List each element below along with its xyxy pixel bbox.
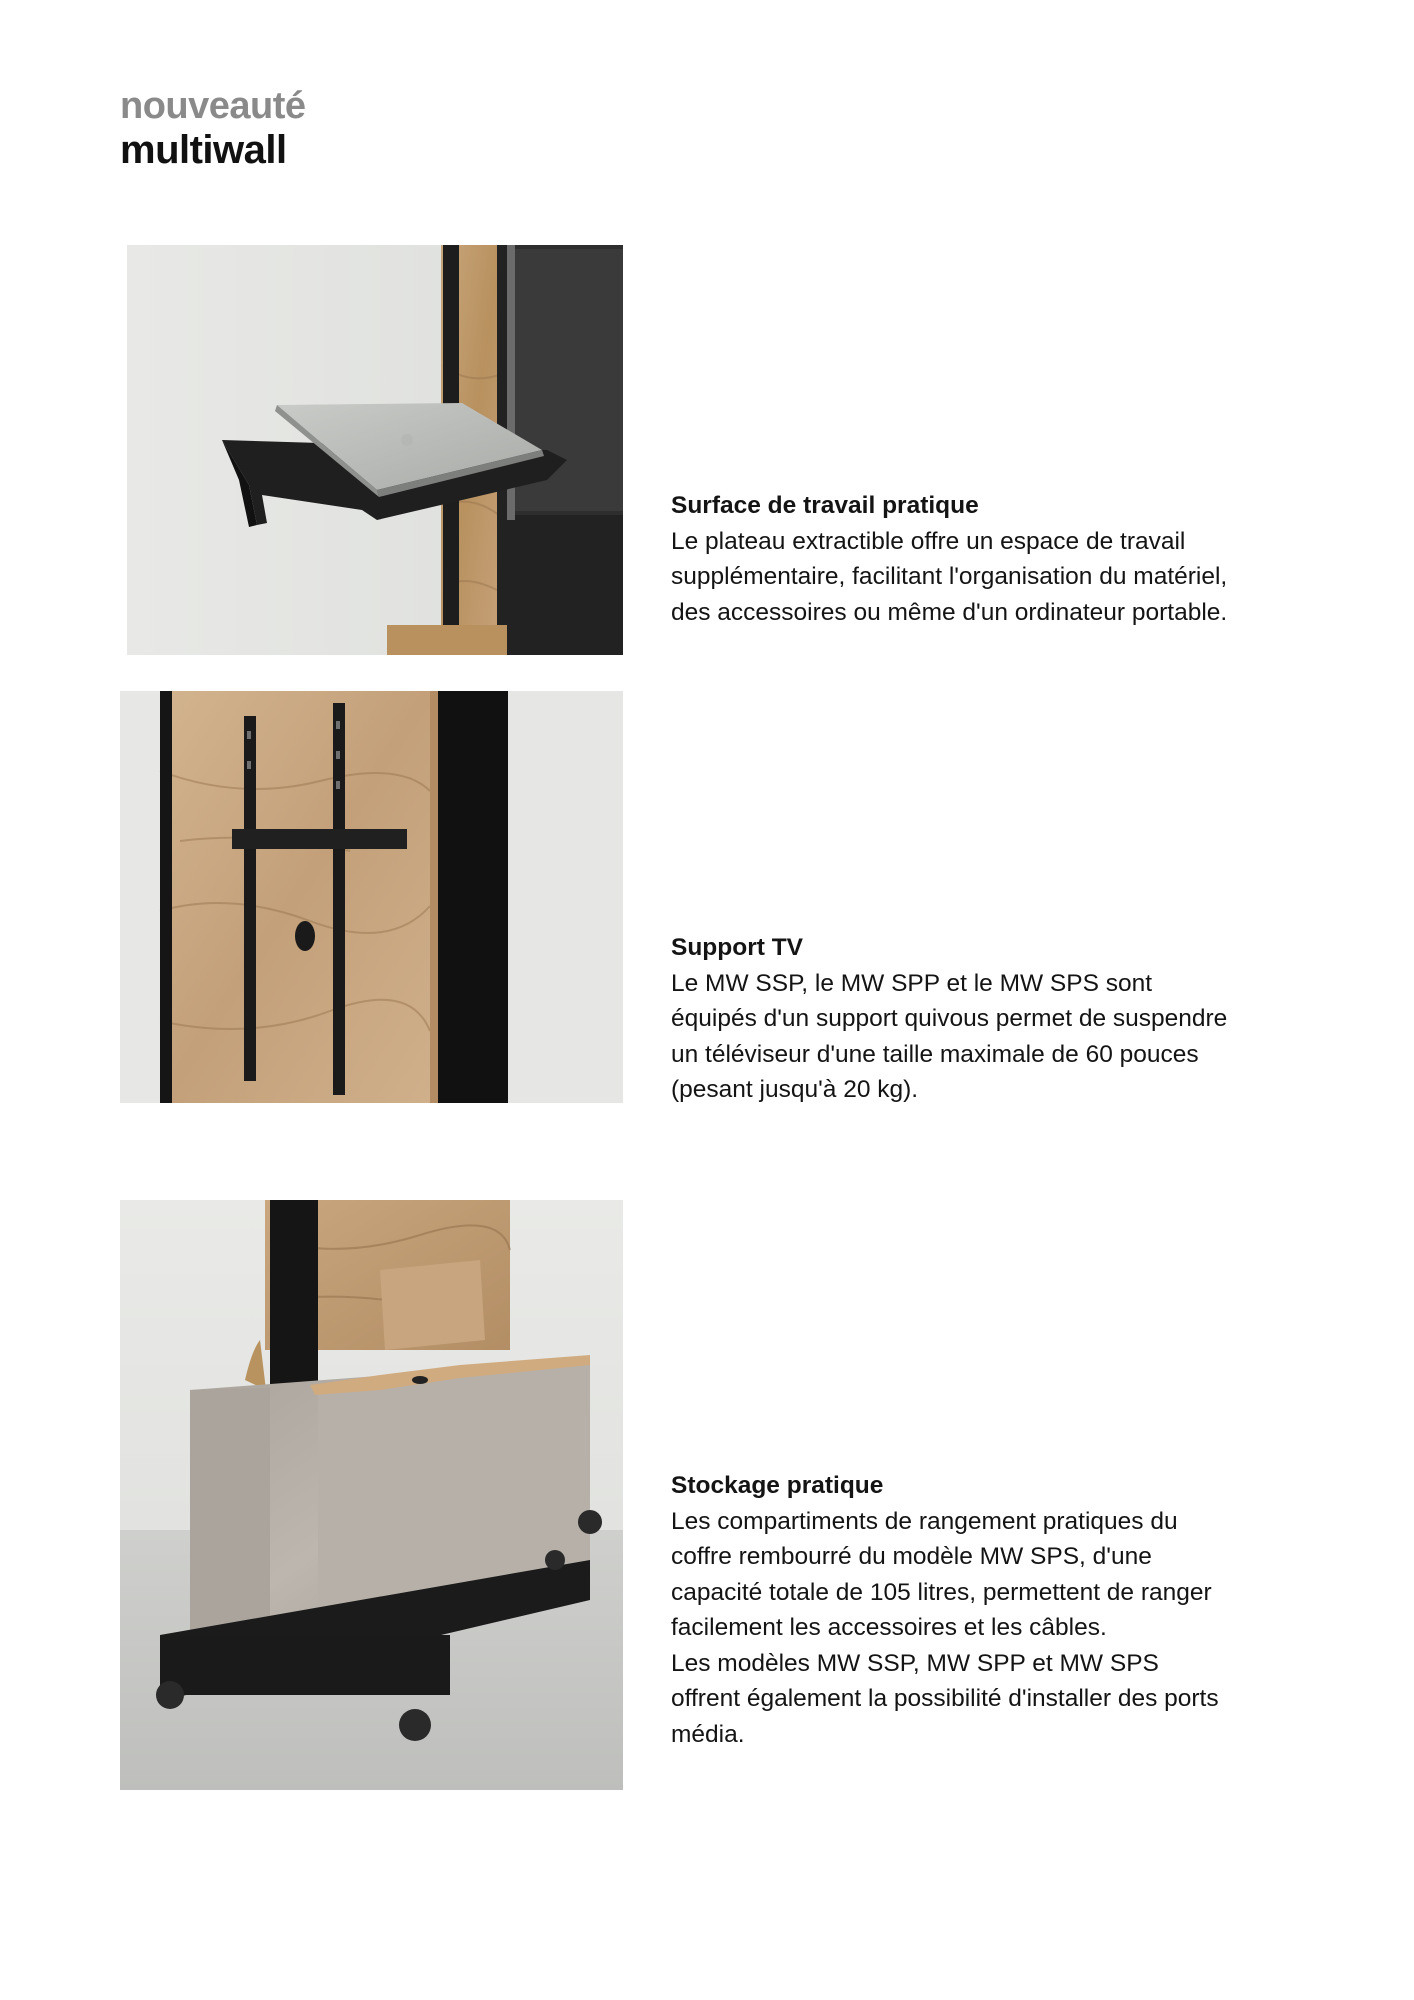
header-kicker: nouveauté [120,85,306,127]
section-body-extra: Les modèles MW SSP, MW SPP et MW SPS offrent également la possibilité d'installer des ports média. [671,1649,1219,1748]
worktop-illustration [127,245,623,655]
tv-support-photo [120,691,623,1103]
storage-illustration [120,1200,623,1790]
page-header [120,84,306,172]
tv-support-text [671,930,1231,1108]
section-heading: Surface de travail pratique [671,492,979,519]
section-heading: Stockage pratique [671,1472,884,1499]
tv-support-illustration [120,691,623,1103]
section-body: Le MW SSP, le MW SPP et le MW SPS sont équipés d'un support quivous permet de suspendre un téléviseur d'une taille maximale de 60 pouces (pesant jusqu'à 20 kg). [671,969,1228,1103]
worktop-text [671,488,1231,630]
section-heading: Support TV [671,934,804,961]
storage-photo [120,1200,623,1790]
page-title: multiwall [120,128,287,172]
section-body: Le plateau extractible offre un espace de travail supplémentaire, facilitant l'organisation du matériel, des accessoires ou même d'un ordinateur portable. [671,527,1228,626]
section-body: Les compartiments de rangement pratiques du coffre rembourré du modèle MW SPS, d'une capacité totale de 105 litres, permettent de ranger facilement les accessoires et les câbles. [671,1507,1212,1641]
worktop-photo [127,245,623,655]
storage-text [671,1468,1231,1752]
